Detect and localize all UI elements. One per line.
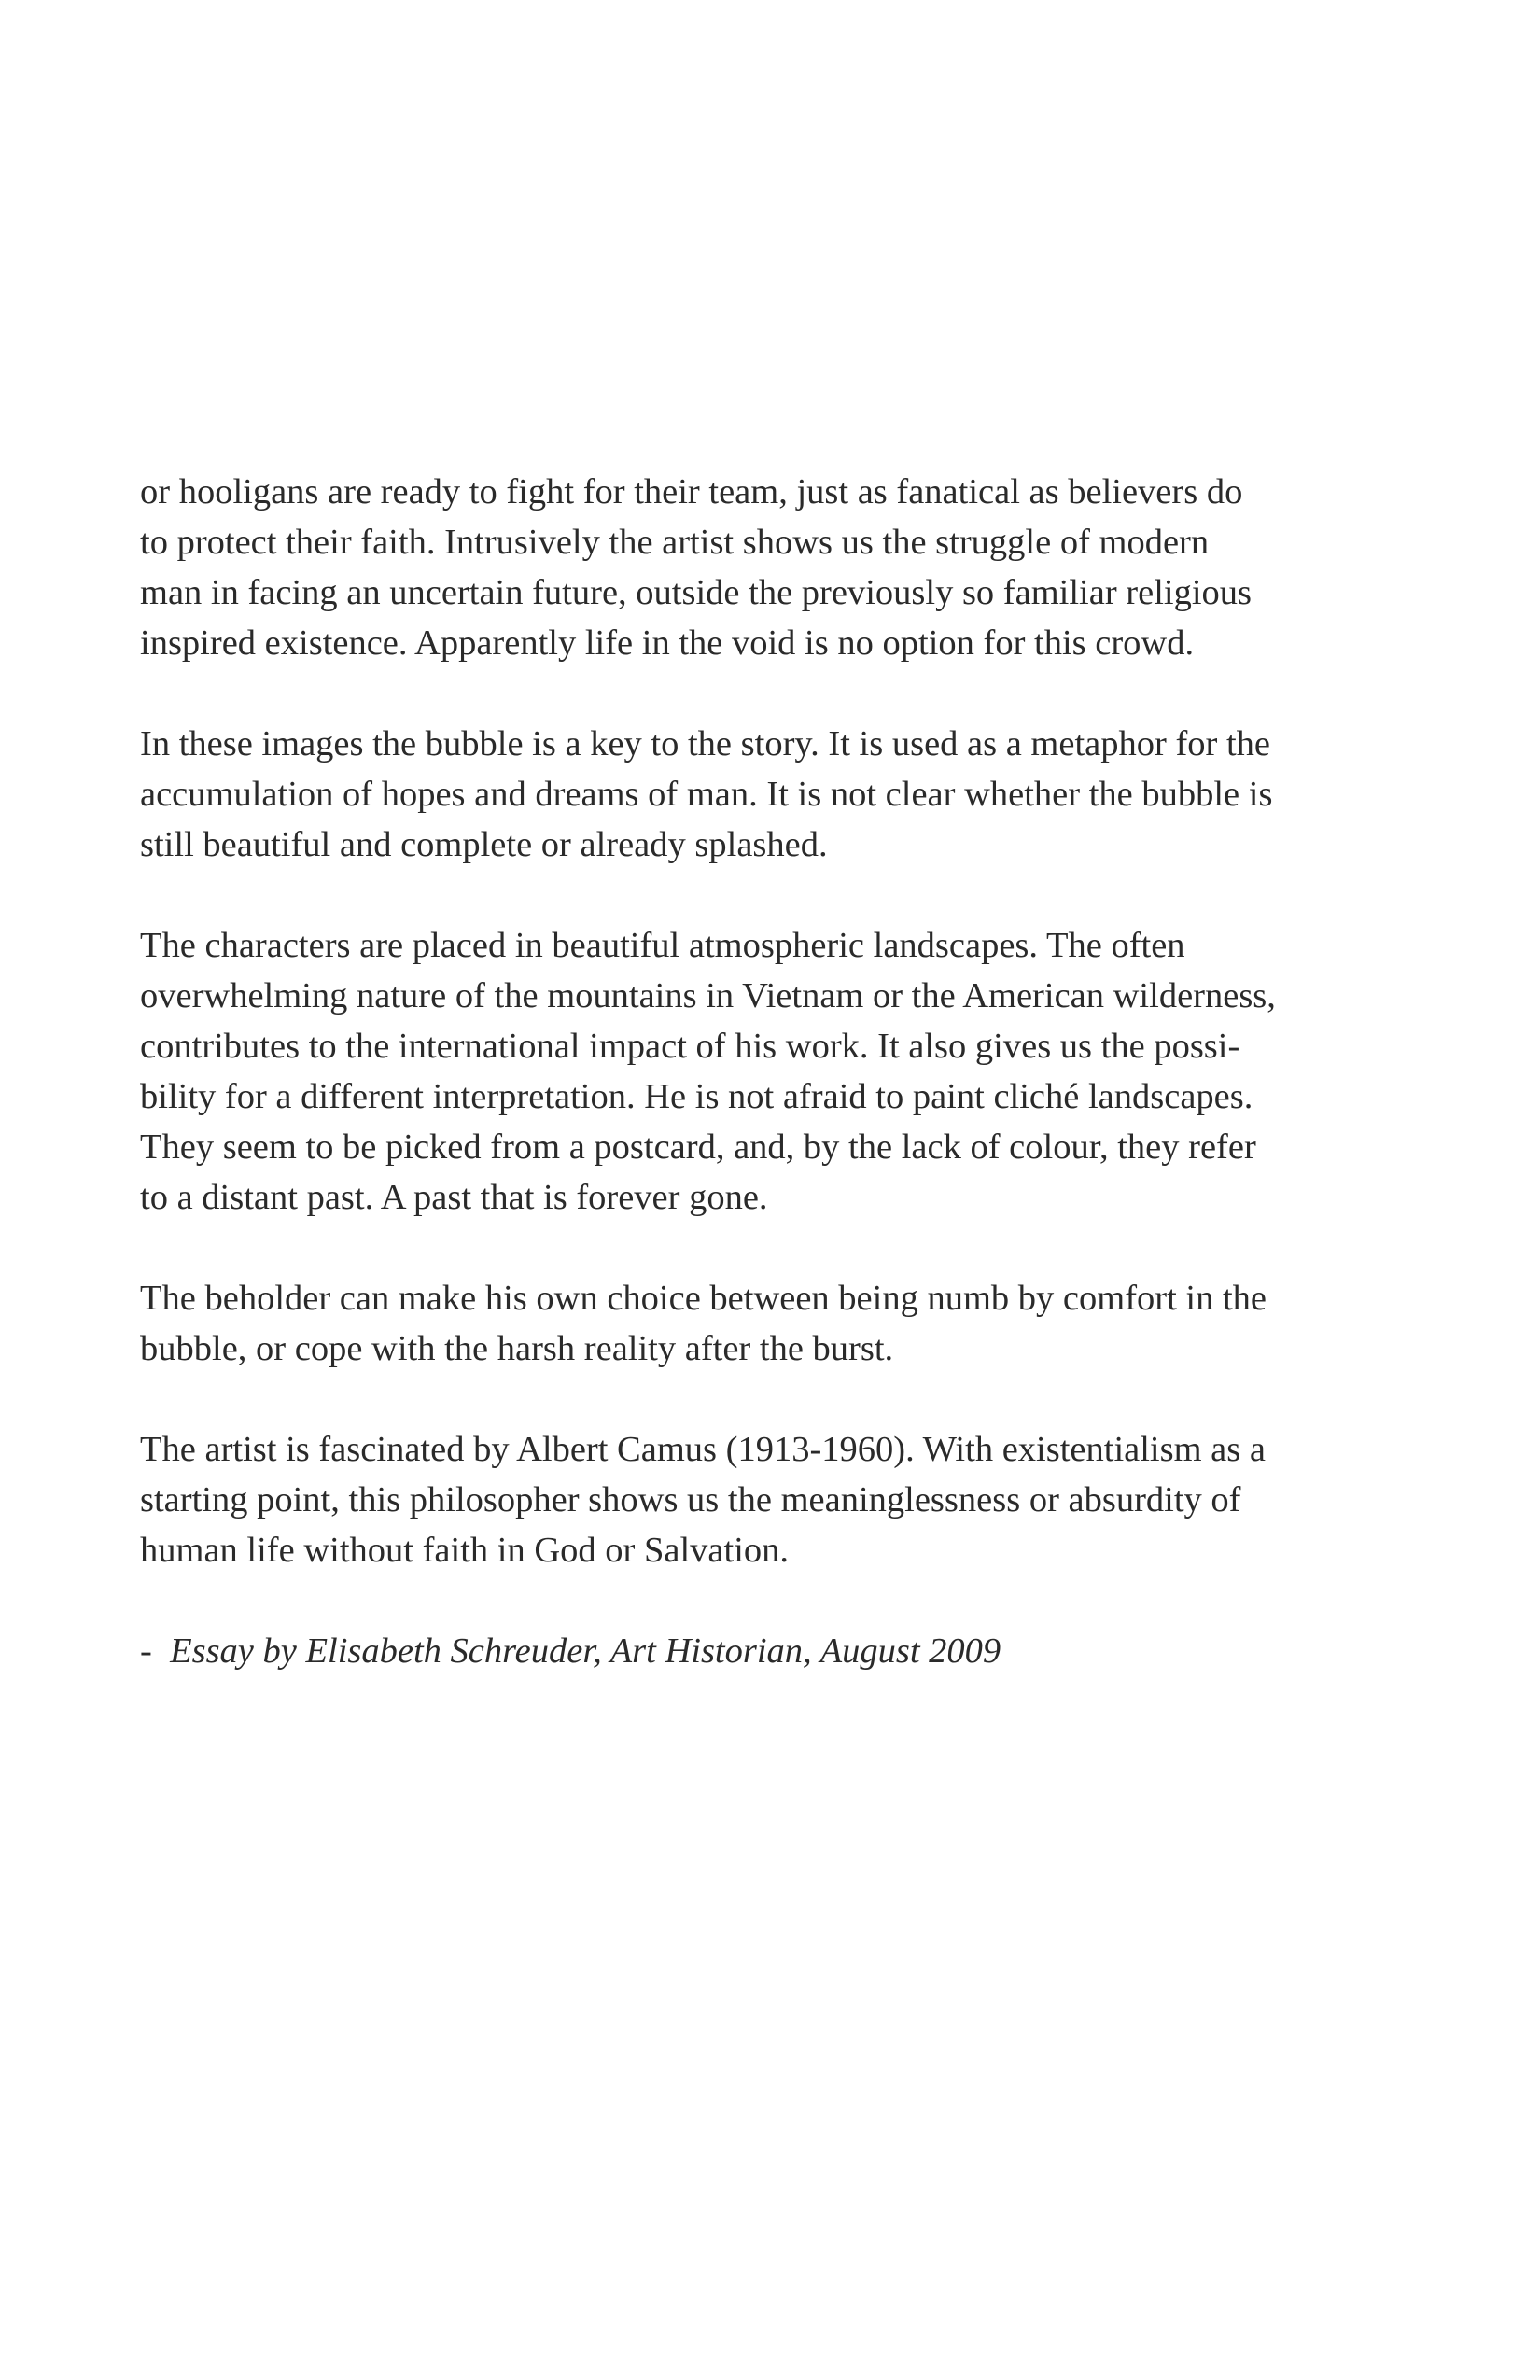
paragraph-2 (140, 719, 1447, 870)
text-line: human life without faith in God or Salvation. (140, 1531, 790, 1570)
text-line: to protect their faith. Intrusively the artist shows us the struggle of modern (140, 523, 1210, 562)
essay-signature (140, 1626, 1447, 1676)
text-line: They seem to be picked from a postcard, and, by the lack of colour, they refer (140, 1127, 1256, 1167)
text-line: starting point, this philosopher shows us the meaninglessness or absurdity of (140, 1480, 1241, 1519)
signature-text: Essay by Elisabeth Schreuder, Art Historian, August 2009 (170, 1631, 1001, 1671)
text-line: overwhelming nature of the mountains in Vietnam or the American wilderness, (140, 976, 1276, 1015)
text-line: The artist is fascinated by Albert Camus (1913-1960). With existentialism as a (140, 1430, 1266, 1469)
text-line: inspired existence. Apparently life in the void is no option for this crowd. (140, 623, 1195, 663)
text-line: to a distant past. A past that is forever gone. (140, 1178, 768, 1217)
paragraph-3 (140, 920, 1447, 1223)
paragraph-4 (140, 1273, 1447, 1374)
text-line: bility for a different interpretation. He is not afraid to paint cliché landscapes. (140, 1077, 1253, 1116)
text-line: contributes to the international impact of his work. It also gives us the possi- (140, 1027, 1240, 1066)
text-line: accumulation of hopes and dreams of man. It is not clear whether the bubble is (140, 775, 1273, 814)
text-line: or hooligans are ready to fight for their team, just as fanatical as believers do (140, 472, 1243, 511)
text-line: In these images the bubble is a key to the story. It is used as a metaphor for the (140, 724, 1271, 763)
essay-body (140, 467, 1447, 1676)
paragraph-5 (140, 1424, 1447, 1575)
signature-dash: - (140, 1631, 152, 1671)
text-line: The characters are placed in beautiful atmospheric landscapes. The often (140, 926, 1185, 965)
text-line: still beautiful and complete or already splashed. (140, 825, 828, 864)
paragraph-1 (140, 467, 1447, 668)
text-line: man in facing an uncertain future, outside the previously so familiar religious (140, 573, 1253, 612)
text-line: The beholder can make his own choice between being numb by comfort in the (140, 1279, 1267, 1318)
text-line: bubble, or cope with the harsh reality after the burst. (140, 1329, 894, 1368)
